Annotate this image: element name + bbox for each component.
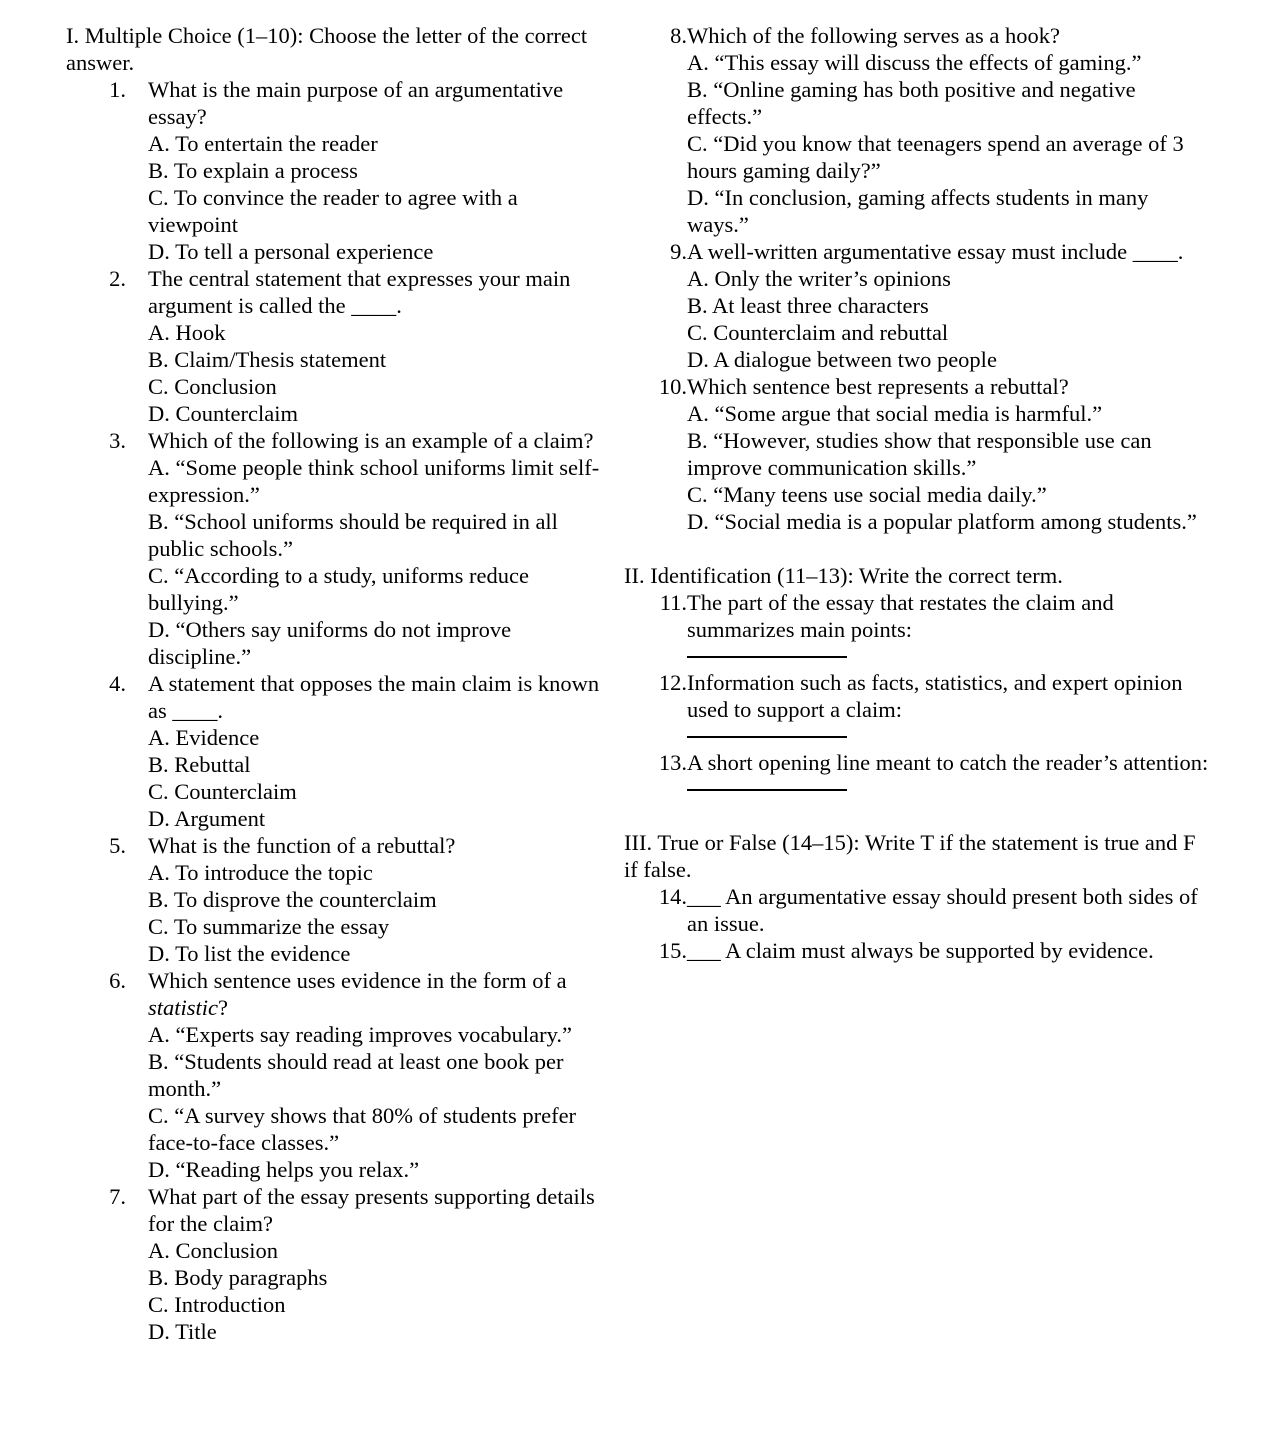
question-body <box>148 76 612 265</box>
option-a[interactable]: A. Evidence <box>148 725 260 750</box>
item-body <box>687 937 1212 964</box>
question-body <box>148 670 612 832</box>
option-c[interactable]: C. Introduction <box>148 1292 286 1317</box>
question-stem: A statement that opposes the main claim is known as ____. <box>148 671 600 723</box>
item-body <box>687 749 1212 802</box>
item-body <box>687 669 1212 749</box>
option-d[interactable]: D. “In conclusion, gaming affects students in many ways.” <box>687 185 1149 237</box>
answer-blank-line[interactable] <box>687 789 847 791</box>
question-number: 6. <box>109 968 126 993</box>
question-item <box>66 1183 612 1345</box>
answer-blank-line[interactable] <box>687 736 847 738</box>
question-item <box>624 373 1212 535</box>
question-body <box>148 967 612 1183</box>
statement-text: An argumentative essay should present both sides of an issue. <box>687 884 1198 936</box>
question-number: 4. <box>109 671 126 696</box>
question-number: 3. <box>109 428 126 453</box>
question-item <box>66 832 612 967</box>
option-d[interactable]: D. Counterclaim <box>148 401 298 426</box>
option-a[interactable]: A. “Some people think school uniforms limit self-expression.” <box>148 455 600 507</box>
option-b[interactable]: B. “However, studies show that responsible use can improve communication skills.” <box>687 428 1152 480</box>
answer-blank-line[interactable] <box>687 656 847 658</box>
question-stem: Which sentence best represents a rebuttal? <box>687 374 1069 399</box>
true-false-item <box>624 937 1212 964</box>
question-stem: What is the function of a rebuttal? <box>148 833 456 858</box>
question-stem: A well-written argumentative essay must include ____. <box>687 239 1184 264</box>
question-stem: The central statement that expresses your main argument is called the ____. <box>148 266 571 318</box>
option-b[interactable]: B. To disprove the counterclaim <box>148 887 437 912</box>
option-d[interactable]: D. “Reading helps you relax.” <box>148 1157 420 1182</box>
option-a[interactable]: A. To introduce the topic <box>148 860 373 885</box>
option-d[interactable]: D. Argument <box>148 806 266 831</box>
option-c[interactable]: C. Conclusion <box>148 374 277 399</box>
option-a[interactable]: A. To entertain the reader <box>148 131 378 156</box>
question-body <box>148 832 612 967</box>
option-c[interactable]: C. “A survey shows that 80% of students prefer face-to-face classes.” <box>148 1103 577 1155</box>
option-a[interactable]: A. “Some argue that social media is harmful.” <box>687 401 1103 426</box>
option-b[interactable]: B. Body paragraphs <box>148 1265 328 1290</box>
question-item <box>66 967 612 1183</box>
section-spacer <box>624 535 1212 562</box>
option-b[interactable]: B. “School uniforms should be required in all public schools.” <box>148 509 558 561</box>
item-body <box>687 589 1212 669</box>
identification-prompt: Information such as facts, statistics, and expert opinion used to support a claim: <box>687 670 1183 722</box>
option-d[interactable]: D. “Social media is a popular platform among students.” <box>687 509 1197 534</box>
option-c[interactable]: C. Counterclaim and rebuttal <box>687 320 949 345</box>
question-number: 7. <box>109 1184 126 1209</box>
option-b[interactable]: B. “Online gaming has both positive and negative effects.” <box>687 77 1136 129</box>
question-item <box>66 670 612 832</box>
question-body <box>687 22 1212 238</box>
right-column <box>612 22 1274 964</box>
true-false-statement <box>687 883 1212 937</box>
question-stem <box>148 967 612 1021</box>
question-body <box>687 238 1212 373</box>
option-d[interactable]: D. A dialogue between two people <box>687 347 997 372</box>
question-number: 5. <box>109 833 126 858</box>
question-body <box>148 427 612 670</box>
option-b[interactable]: B. To explain a process <box>148 158 358 183</box>
option-c[interactable]: C. “According to a study, uniforms reduce bullying.” <box>148 563 529 615</box>
option-c[interactable]: C. Counterclaim <box>148 779 297 804</box>
option-c[interactable]: C. “Did you know that teenagers spend an average of 3 hours gaming daily?” <box>687 131 1184 183</box>
option-a[interactable]: A. Conclusion <box>148 1238 279 1263</box>
question-body <box>148 265 612 427</box>
option-a[interactable]: A. Only the writer’s opinions <box>687 266 951 291</box>
question-stem: Which of the following is an example of a claim? <box>148 428 594 453</box>
option-d[interactable]: D. Title <box>148 1319 217 1344</box>
item-number: 13. <box>658 750 687 775</box>
question-number: 2. <box>109 266 126 291</box>
question-number: 9. <box>670 239 687 264</box>
question-stem-part-1: Which sentence uses evidence in the form of a <box>148 968 567 993</box>
identification-item <box>624 749 1212 802</box>
question-stem-emphasis: statistic <box>148 995 219 1020</box>
question-number: 10. <box>658 374 687 399</box>
option-c[interactable]: C. To summarize the essay <box>148 914 390 939</box>
option-c[interactable]: C. To convince the reader to agree with a viewpoint <box>148 185 518 237</box>
question-body <box>148 1183 612 1345</box>
option-b[interactable]: B. Claim/Thesis statement <box>148 347 387 372</box>
true-false-item <box>624 883 1212 937</box>
identification-prompt: A short opening line meant to catch the reader’s attention: <box>687 750 1209 775</box>
question-item <box>624 238 1212 373</box>
option-b[interactable]: B. “Students should read at least one book per month.” <box>148 1049 564 1101</box>
question-item <box>66 76 612 265</box>
question-number: 1. <box>109 77 126 102</box>
question-stem: What part of the essay presents supporting details for the claim? <box>148 1184 595 1236</box>
option-b[interactable]: B. Rebuttal <box>148 752 251 777</box>
left-column <box>0 22 612 1345</box>
answer-blank[interactable]: ___ <box>687 884 721 909</box>
item-number: 11. <box>659 590 687 615</box>
identification-item <box>624 589 1212 669</box>
option-a[interactable]: A. “This essay will discuss the effects of gaming.” <box>687 50 1142 75</box>
option-d[interactable]: D. To tell a personal experience <box>148 239 434 264</box>
question-stem: Which of the following serves as a hook? <box>687 23 1061 48</box>
true-false-statement <box>687 937 1212 964</box>
item-number: 15. <box>658 938 687 963</box>
item-number: 14. <box>658 884 687 909</box>
section-spacer <box>624 802 1212 829</box>
question-number: 8. <box>670 23 687 48</box>
option-a[interactable]: A. Hook <box>148 320 226 345</box>
identification-item <box>624 669 1212 749</box>
question-stem: What is the main purpose of an argumentative essay? <box>148 77 564 129</box>
section-heading-true-false: III. True or False (14–15): Write T if the statement is true and F if false. <box>624 830 1196 882</box>
section-heading-identification: II. Identification (11–13): Write the correct term. <box>624 563 1063 588</box>
section-heading-multiple-choice: I. Multiple Choice (1–10): Choose the letter of the correct answer. <box>66 23 588 75</box>
question-stem-part-2: ? <box>218 995 229 1020</box>
statement-text: A claim must always be supported by evidence. <box>720 938 1154 963</box>
question-body <box>687 373 1212 535</box>
option-a[interactable]: A. “Experts say reading improves vocabulary.” <box>148 1022 573 1047</box>
item-number: 12. <box>658 670 687 695</box>
item-body <box>687 883 1212 937</box>
question-item <box>66 265 612 427</box>
option-d[interactable]: D. “Others say uniforms do not improve discipline.” <box>148 617 512 669</box>
two-column-layout <box>0 22 1274 1345</box>
question-item <box>66 427 612 670</box>
question-item <box>624 22 1212 238</box>
option-d[interactable]: D. To list the evidence <box>148 941 351 966</box>
answer-blank[interactable]: ___ <box>687 938 721 963</box>
identification-prompt: The part of the essay that restates the claim and summarizes main points: <box>687 590 1114 642</box>
option-c[interactable]: C. “Many teens use social media daily.” <box>687 482 1047 507</box>
option-b[interactable]: B. At least three characters <box>687 293 929 318</box>
